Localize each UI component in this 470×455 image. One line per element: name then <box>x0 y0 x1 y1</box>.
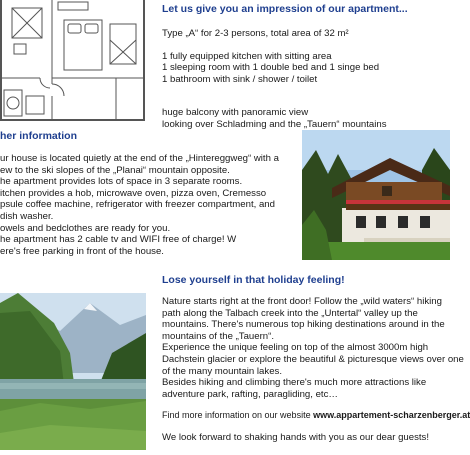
apartment-line: looking over Schladming and the „Tauern“ mountains <box>162 118 387 130</box>
holiday-line: path along the Talbach creek into the „Untertal“ valley up the <box>162 307 418 319</box>
info-line: ur house is located quietly at the end of the „Hintereggweg“ with a <box>0 153 279 164</box>
apartment-line: 1 bathroom with sink / shower / toilet <box>162 73 318 85</box>
apartment-heading: Let us give you an impression of our apartment... <box>162 3 408 15</box>
info-line: ew to the ski slopes of the „Planai“ mountain opposite. <box>0 164 230 176</box>
holiday-line: Nature starts right at the front door! Follow the „wild waters“ hiking <box>162 296 442 307</box>
apartment-line: 1 sleeping room with 1 double bed and 1 singe bed <box>162 62 380 74</box>
holiday-line: adventure park, rafting, paragliding, etc… <box>162 388 338 400</box>
info-line: he apartment has 2 cable tv and WIFI free of charge! W <box>0 234 237 246</box>
holiday-line: Dachstein glacier or explore the beautiful & picturesque views over one <box>162 353 464 365</box>
apartment-line: 1 fully equipped kitchen with sitting area <box>162 50 332 62</box>
info-line: itchen provides a hob, microwave oven, pizza oven, Cremesso <box>0 187 267 199</box>
holiday-line: of the many mountain lakes. <box>162 365 282 377</box>
apartment-description <box>162 28 387 131</box>
info-line: owels and bedclothes are ready for you. <box>0 222 171 234</box>
info-line: ere's free parking in front of the house. <box>0 245 164 257</box>
apartment-line: Type „A“ for 2-3 persons, total area of 32 m² <box>162 28 349 39</box>
holiday-heading: Lose yourself in that holiday feeling! <box>162 274 345 286</box>
holiday-description <box>162 296 464 400</box>
holiday-line: mountains of the „Tauern“. <box>162 330 274 342</box>
holiday-line: Besides hiking and climbing there's much more attractions like <box>162 377 427 389</box>
info-line: dish washer. <box>0 210 54 222</box>
website-prefix: Find more information on our website <box>162 410 314 420</box>
info-line: psule coffee machine, refrigerator with freezer compartment, and <box>0 199 275 211</box>
holiday-line: mountains. There's numerous top hiking destinations around in the <box>162 319 445 331</box>
mountain-lake-photo <box>0 293 146 450</box>
house-photo <box>302 130 450 260</box>
holiday-line: Experience the unique feeling on top of the almost 3000m high <box>162 342 429 354</box>
info-heading: her information <box>0 130 78 142</box>
info-description <box>0 153 279 257</box>
info-line: he apartment provides lots of space in 3 separate rooms. <box>0 176 243 188</box>
website-link[interactable]: www.appartement-scharzenberger.at <box>313 410 470 420</box>
apartment-line: huge balcony with panoramic view <box>162 107 309 119</box>
floor-plan-drawing <box>0 0 146 120</box>
closing-line: We look forward to shaking hands with you as our dear guests! <box>162 432 429 443</box>
website-line <box>162 410 470 422</box>
